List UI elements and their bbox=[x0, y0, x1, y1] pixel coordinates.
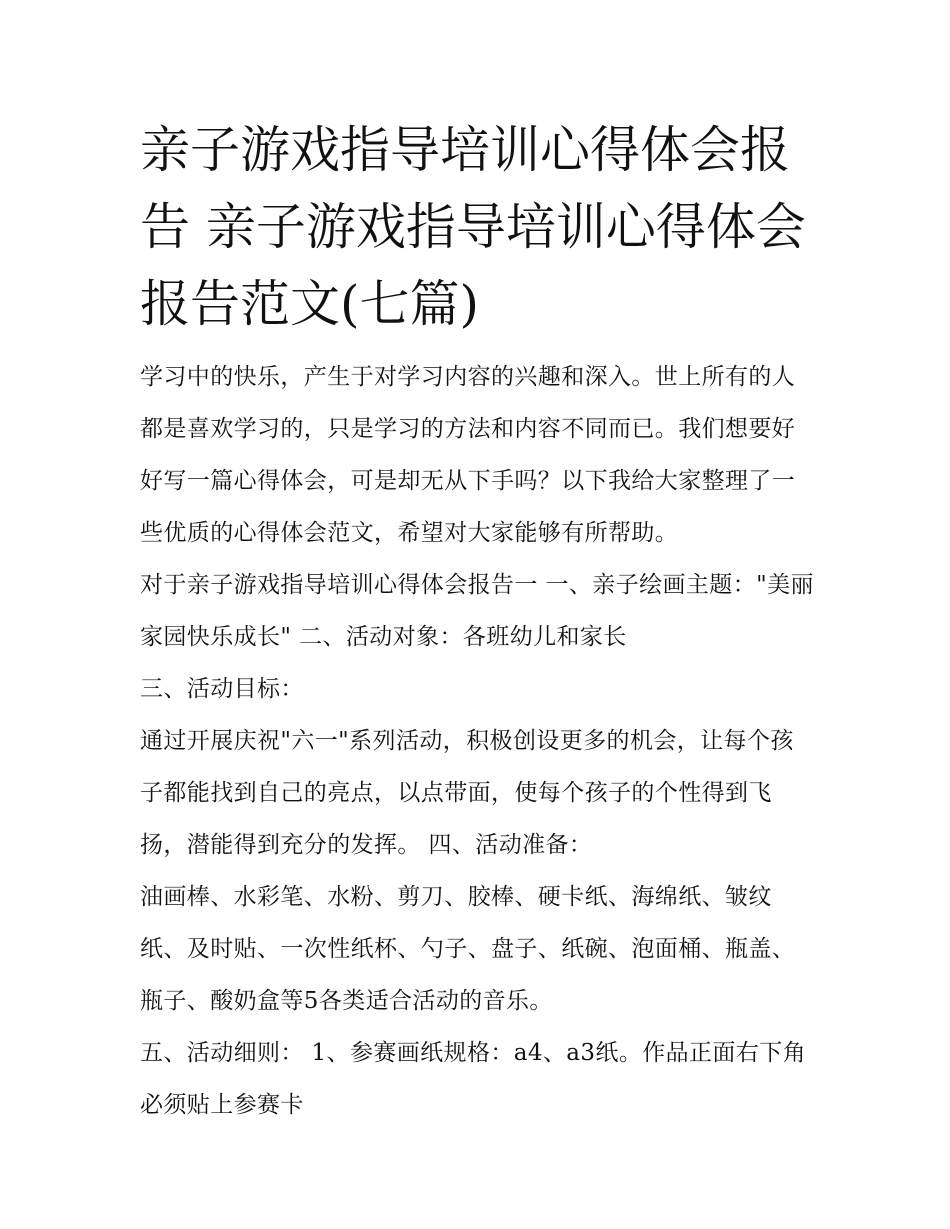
document-page bbox=[140, 112, 816, 1131]
paragraph-rules: 五、活动细则： 1、参赛画纸规格：a4、a3纸。作品正面右下角必须贴上参赛卡 bbox=[140, 1040, 807, 1118]
paragraph-materials: 油画棒、水彩笔、水粉、剪刀、胶棒、硬卡纸、海绵纸、皱纹纸、及时贴、一次性纸杯、勺子、盘子、纸碗、泡面桶、瓶盖、瓶子、酸奶盒等5各类适合活动的音乐。 bbox=[140, 884, 796, 1014]
document-title: 亲子游戏指导培训心得体会报告 亲子游戏指导培训心得体会报告范文(七篇) bbox=[140, 121, 806, 333]
paragraph-goal: 通过开展庆祝"六一"系列活动，积极创设更多的机会，让每个孩子都能找到自己的亮点，以点带面，使每个孩子的个性得到飞扬，潜能得到充分的发挥。 四、活动准备： bbox=[140, 728, 794, 858]
document-body bbox=[140, 351, 816, 1131]
paragraph-goal-heading: 三、活动目标： bbox=[140, 676, 304, 702]
paragraph-theme-and-audience: 对于亲子游戏指导培训心得体会报告一 一、亲子绘画主题："美丽家园快乐成长" 二、活动对象：各班幼儿和家长 bbox=[140, 572, 814, 650]
paragraph-intro: 学习中的快乐，产生于对学习内容的兴趣和深入。世上所有的人都是喜欢学习的，只是学习的方法和内容不同而已。我们想要好好写一篇心得体会，可是却无从下手吗？以下我给大家整理了一些优质的心得体会范文，希望对大家能够有所帮助。 bbox=[140, 364, 796, 546]
